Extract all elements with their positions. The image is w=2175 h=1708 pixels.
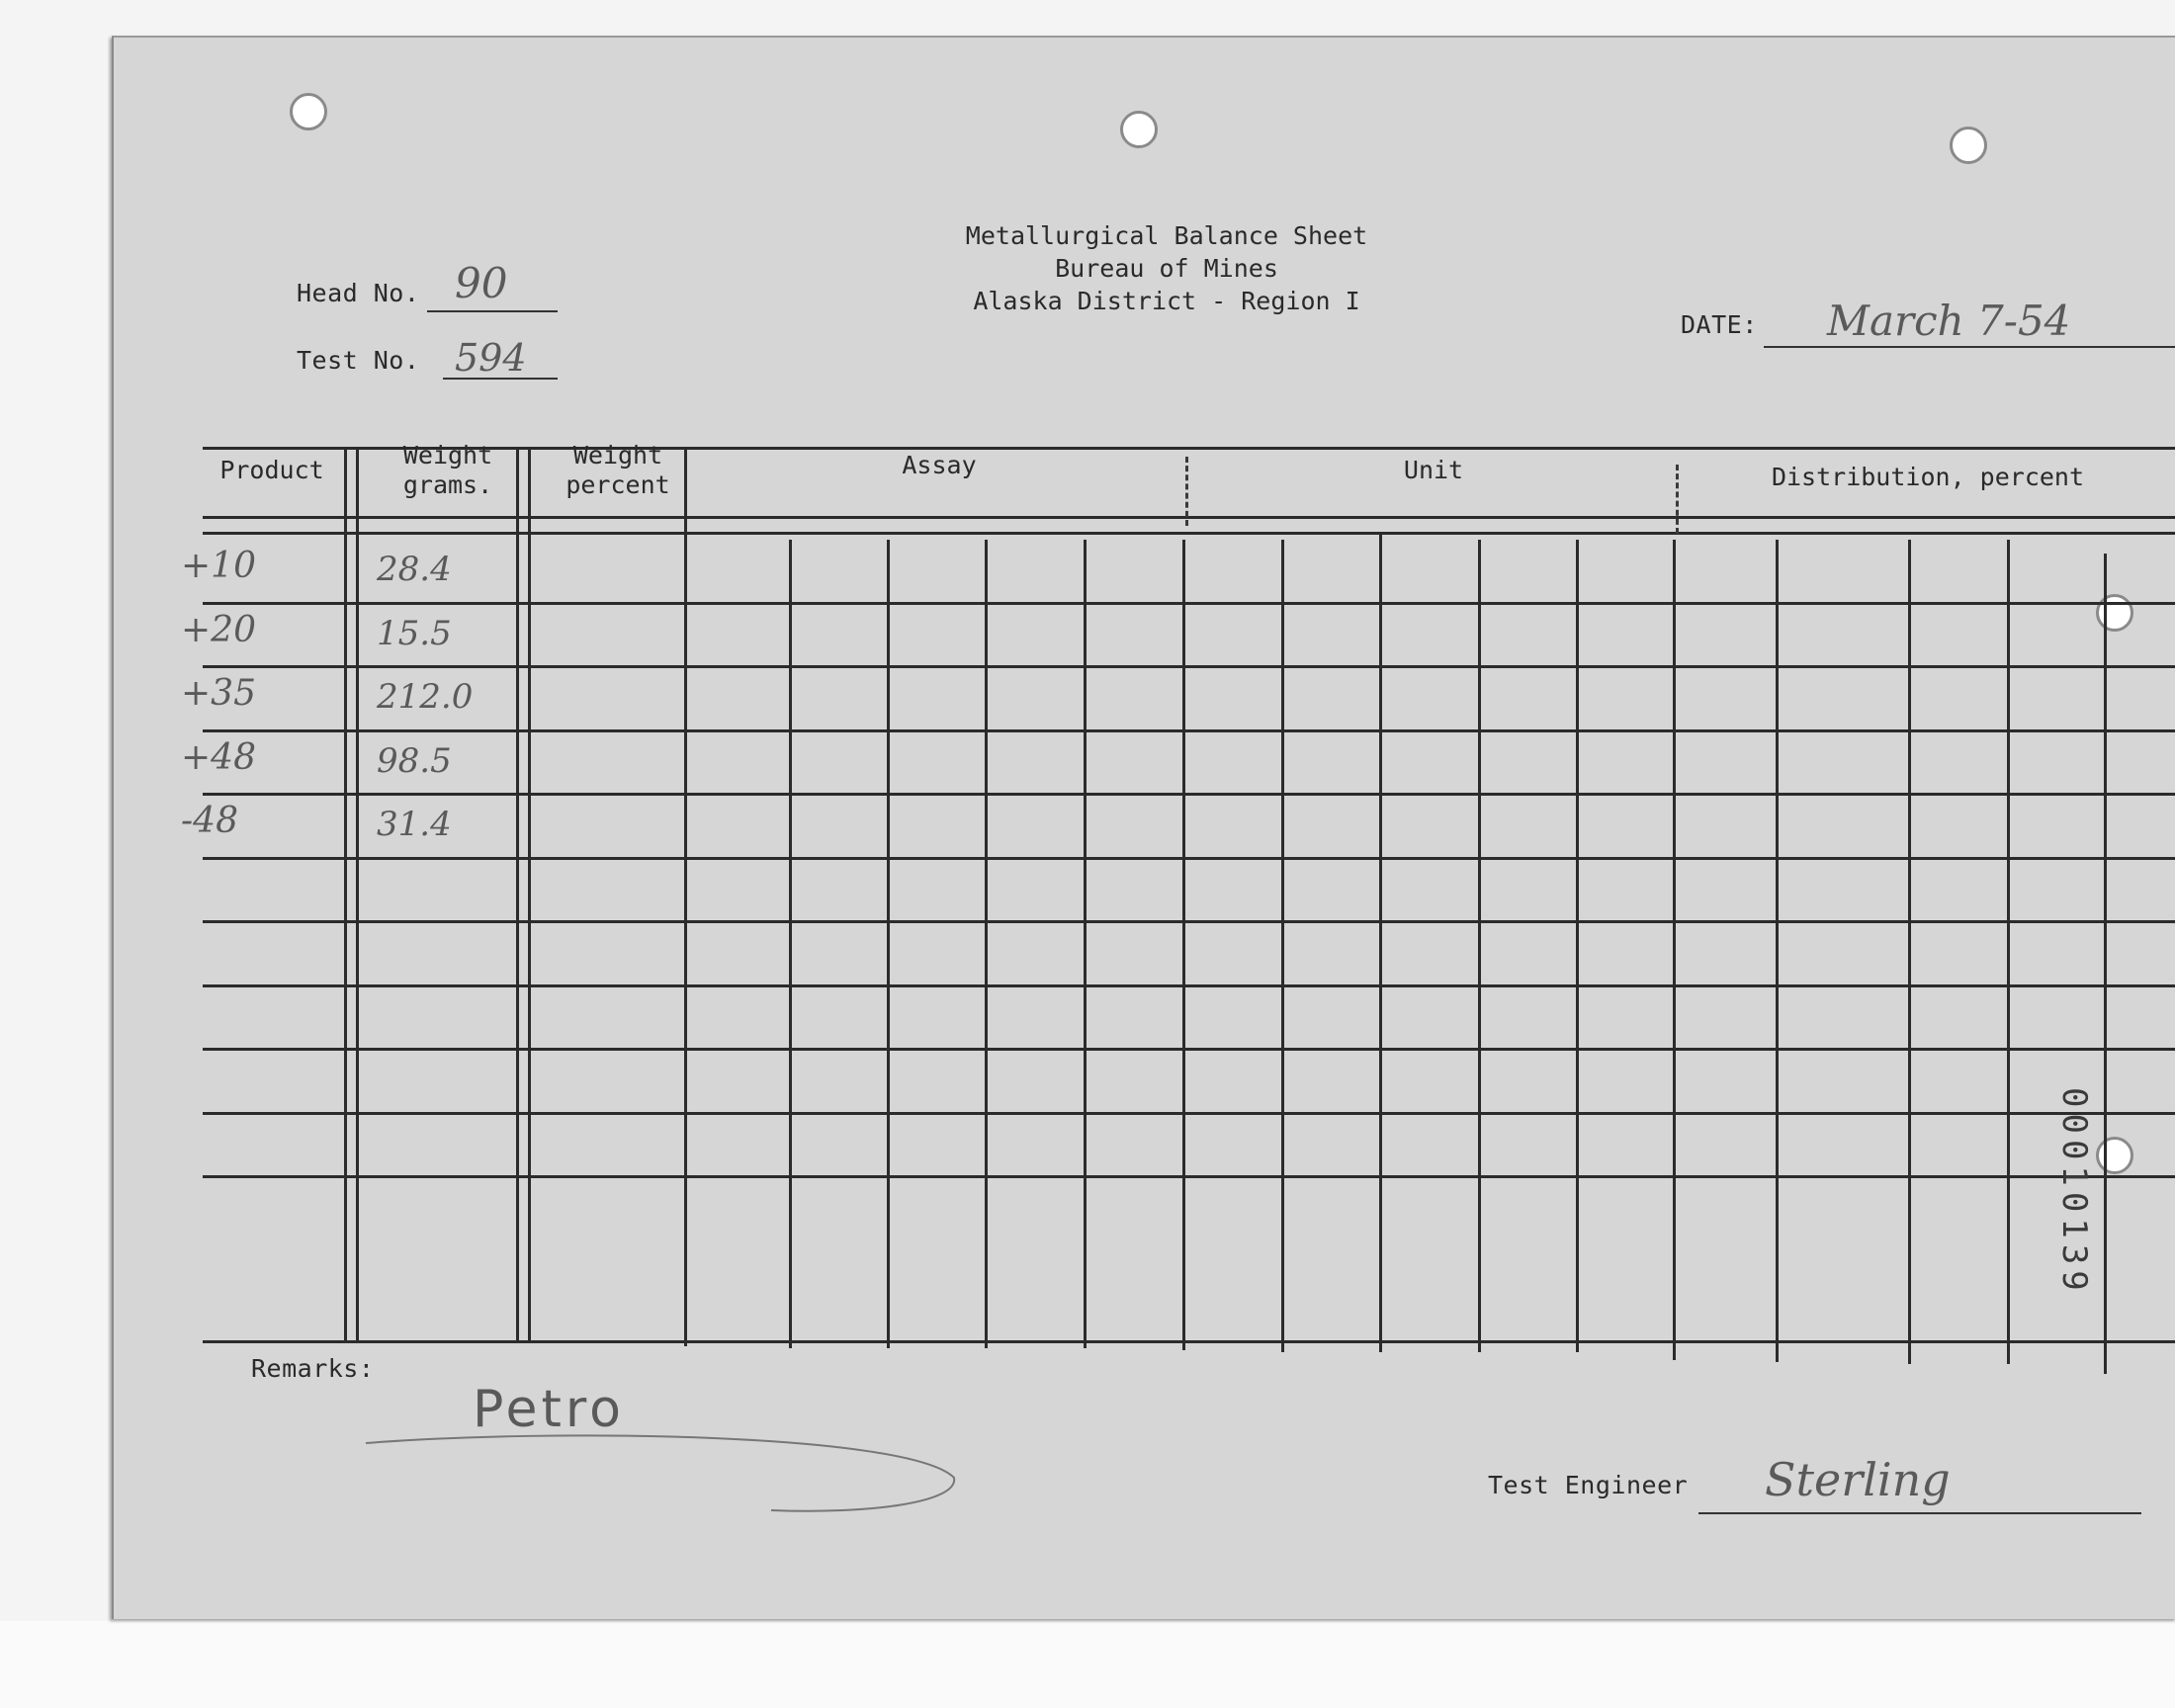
header-rule-2 — [203, 532, 2175, 535]
test-no-label: Test No. — [297, 346, 420, 375]
date-value[interactable]: March 7-54 — [1827, 297, 2071, 345]
table-row — [203, 986, 2175, 1051]
header-distribution: Distribution, percent — [1771, 463, 2085, 491]
table-row — [181, 667, 2175, 731]
table-row — [203, 1114, 2175, 1178]
col-rule-assay-header — [1185, 457, 1188, 526]
remarks-signature-flourish — [356, 1423, 969, 1522]
test-engineer-signature[interactable]: Sterling — [1765, 1453, 1951, 1506]
punch-hole-center — [1120, 111, 1158, 148]
header-weight-percent: Weight percent — [566, 441, 670, 499]
weight-grams-cell[interactable]: 28.4 — [377, 550, 452, 589]
header-rule-1 — [203, 516, 2175, 519]
table-row — [203, 922, 2175, 986]
table-bottom-rule — [203, 1340, 2175, 1343]
table-row — [181, 540, 2175, 604]
header-assay: Assay — [902, 451, 977, 479]
punch-hole-left — [290, 93, 327, 130]
weight-grams-cell[interactable]: 15.5 — [377, 613, 452, 653]
product-cell[interactable]: +48 — [181, 736, 256, 778]
table-row — [203, 1050, 2175, 1114]
product-cell[interactable]: +10 — [181, 546, 256, 586]
head-no-underline — [427, 310, 558, 312]
control-number: 00010139 — [2054, 1087, 2094, 1297]
head-no-label: Head No. — [297, 279, 420, 307]
table-row — [203, 859, 2175, 923]
test-engineer-underline — [1698, 1512, 2141, 1514]
title-line-3: Alaska District - Region I — [973, 287, 1360, 315]
table-row — [181, 731, 2175, 796]
test-no-value[interactable]: 594 — [455, 336, 527, 380]
product-cell[interactable]: -48 — [181, 801, 238, 841]
head-no-value[interactable]: 90 — [455, 259, 508, 307]
header-unit: Unit — [1403, 456, 1464, 484]
table-row — [181, 604, 2175, 668]
header-weight-grams: Weight grams. — [402, 441, 493, 499]
punch-hole-right — [1950, 127, 1987, 164]
page-margin-bottom — [0, 1621, 2175, 1708]
weight-grams-cell[interactable]: 98.5 — [377, 740, 452, 781]
product-cell[interactable]: +20 — [181, 609, 256, 650]
form-title — [870, 219, 1463, 317]
table-row — [203, 1177, 2175, 1241]
title-line-2: Bureau of Mines — [1055, 254, 1278, 283]
header-product: Product — [219, 456, 324, 484]
remarks-label: Remarks: — [251, 1354, 375, 1383]
remarks-value[interactable]: Petro — [473, 1380, 625, 1439]
date-underline — [1764, 346, 2175, 348]
test-engineer-label: Test Engineer — [1488, 1471, 1689, 1499]
product-cell[interactable]: +35 — [181, 673, 256, 714]
weight-grams-cell[interactable]: 31.4 — [377, 805, 452, 844]
table-row — [181, 795, 2175, 859]
date-label: DATE: — [1681, 310, 1758, 339]
weight-grams-cell[interactable]: 212.0 — [377, 677, 474, 717]
col-rule-unit-header — [1676, 465, 1679, 534]
title-line-1: Metallurgical Balance Sheet — [965, 221, 1368, 250]
